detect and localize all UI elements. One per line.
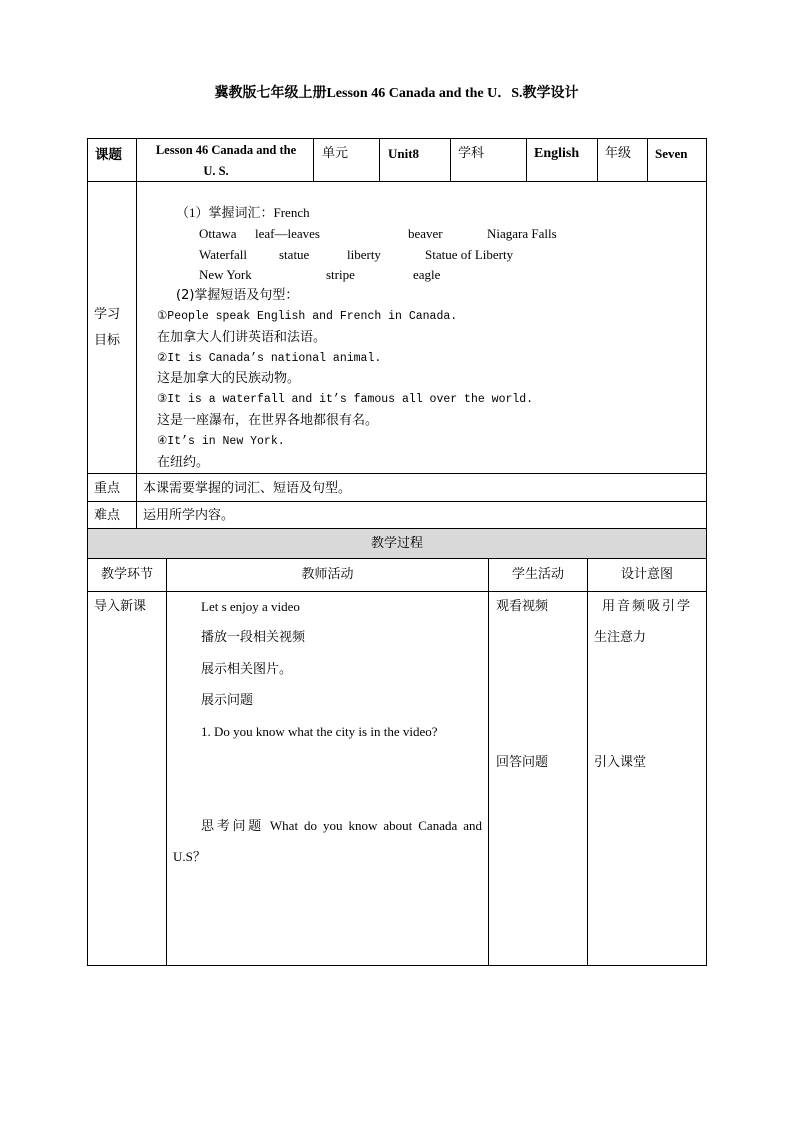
- topic-value-line1: Lesson 46 Canada and the: [155, 143, 297, 157]
- vocab-word: eagle: [413, 267, 441, 282]
- table-divider: [87, 501, 707, 502]
- vocab-title: （1）掌握词汇：French: [176, 205, 310, 220]
- sentence-zh: 在加拿大人们讲英语和法语。: [157, 330, 327, 345]
- column-header-student: 学生活动: [511, 567, 564, 582]
- vocab-word: Ottawa: [199, 226, 237, 241]
- teacher-activity-line: 思考问题 What do you know about Canada and: [201, 818, 482, 833]
- sentence-en: ③It is a waterfall and it’s famous all over the world.: [157, 393, 534, 406]
- sentence-en: ①People speak English and French in Canada.: [157, 310, 458, 323]
- vocab-word: leaf—leaves: [255, 226, 320, 241]
- table-divider: [136, 181, 137, 528]
- teacher-activity-line: U.S？: [173, 849, 206, 864]
- teacher-activity-line: 展示问题: [201, 693, 254, 708]
- phrase-title: (2)掌握短语及句型：: [176, 288, 299, 303]
- student-activity: 回答问题: [496, 755, 549, 770]
- vocab-word: beaver: [408, 226, 443, 241]
- vocab-word: stripe: [326, 267, 355, 282]
- teacher-activity-line: Let s enjoy a video: [201, 599, 300, 614]
- sentence-en: ④It’s in New York.: [157, 435, 285, 448]
- teacher-activity-line: 展示相关图片。: [201, 662, 293, 677]
- design-intent: 用音频吸引学: [602, 599, 693, 614]
- table-divider: [166, 558, 167, 965]
- sentence-en: ②It is Canada’s national animal.: [157, 352, 382, 365]
- topic-value-line2: U. S.: [203, 164, 229, 178]
- difficulty-label: 难点: [94, 508, 121, 523]
- table-border: [87, 965, 707, 966]
- unit-value: Unit8: [388, 146, 420, 161]
- sentence-zh: 在纽约。: [157, 455, 210, 470]
- objectives-label-1: 学习: [94, 307, 121, 322]
- sentence-zh: 这是加拿大的民族动物。: [157, 371, 301, 386]
- vocab-word: New York: [199, 267, 252, 282]
- table-divider: [379, 138, 380, 181]
- grade-value: Seven: [655, 146, 688, 161]
- column-header-stage: 教学环节: [100, 567, 153, 582]
- table-divider: [313, 138, 314, 181]
- teacher-activity-line: 播放一段相关视频: [201, 630, 306, 645]
- table-divider: [87, 591, 707, 592]
- table-divider: [488, 558, 489, 965]
- stage-value: 导入新课: [94, 599, 147, 614]
- column-header-intent: 设计意图: [620, 567, 673, 582]
- table-border: [87, 138, 707, 139]
- table-divider: [647, 138, 648, 181]
- teacher-activity-line: 1. Do you know what the city is in the video?: [201, 724, 438, 739]
- unit-label: 单元: [322, 146, 349, 161]
- subject-label: 学科: [458, 146, 485, 161]
- table-divider: [587, 558, 588, 965]
- design-intent: 引入课堂: [594, 755, 647, 770]
- table-divider: [450, 138, 451, 181]
- subject-value: English: [534, 146, 580, 161]
- topic-label: 课题: [95, 147, 122, 163]
- objectives-label-2: 目标: [94, 333, 121, 348]
- key-points-value: 本课需要掌握的词汇、短语及句型。: [143, 481, 352, 496]
- sentence-zh: 这是一座瀑布，在世界各地都很有名。: [157, 413, 379, 428]
- page-title: 冀教版七年级上册Lesson 46 Canada and the U．S.教学设计: [214, 86, 579, 101]
- difficulty-value: 运用所学内容。: [143, 508, 235, 523]
- table-divider: [136, 138, 137, 181]
- table-border: [706, 138, 707, 966]
- vocab-word: statue: [279, 247, 310, 262]
- column-header-teacher: 教师活动: [301, 567, 354, 582]
- vocab-word: Statue of Liberty: [425, 247, 514, 262]
- vocab-word: Niagara Falls: [487, 226, 557, 241]
- key-points-label: 重点: [94, 481, 121, 496]
- table-divider: [87, 473, 707, 474]
- table-divider: [597, 138, 598, 181]
- process-banner: 教学过程: [370, 536, 423, 551]
- vocab-word: liberty: [347, 247, 381, 262]
- table-divider: [87, 558, 707, 559]
- table-divider: [87, 181, 707, 182]
- grade-label: 年级: [605, 146, 632, 161]
- design-intent: 生注意力: [594, 630, 647, 645]
- student-activity: 观看视频: [496, 599, 549, 614]
- vocab-word: Waterfall: [199, 247, 248, 262]
- table-divider: [526, 138, 527, 181]
